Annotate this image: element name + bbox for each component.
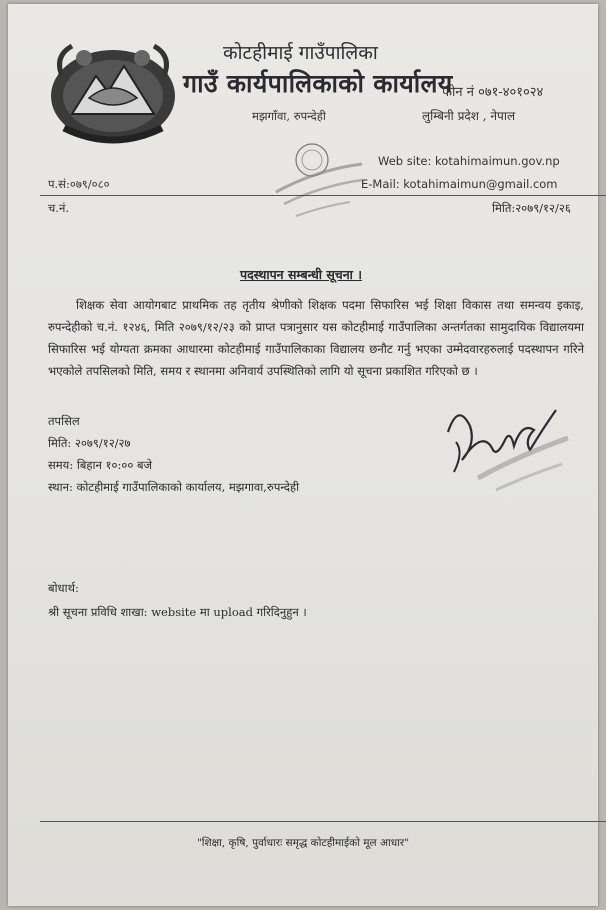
notice-subject: पदस्थापन सम्बन्धी सूचना । xyxy=(240,267,363,282)
cc-line: श्री सूचना प्रविधि शाखा: website मा upload गरिदिनुहुन । xyxy=(48,605,307,619)
schedule-time: समय: बिहान १०:०० बजे xyxy=(48,458,153,472)
office-province: लुम्बिनी प्रदेश , नेपाल xyxy=(422,109,516,123)
cc-block xyxy=(48,576,307,624)
office-address: मझगाँवा, रुपन्देही xyxy=(252,109,326,123)
office-phone: फोन नं ०७१-४०१०२४ xyxy=(442,85,544,100)
header-divider xyxy=(40,195,606,196)
office-name: कोटहीमाई गाउँपालिका xyxy=(223,42,378,64)
footer-divider xyxy=(40,821,606,822)
letter-date: मिति:२०७९/१२/२६ xyxy=(492,201,571,215)
office-email: E-Mail: kotahimaimun@gmail.com xyxy=(361,177,558,191)
reference-number: प.सं:०७९/०८० xyxy=(48,177,110,191)
dispatch-number: च.नं. xyxy=(48,201,69,215)
office-title: गाउँ कार्यपालिकाको कार्यालय xyxy=(183,69,453,98)
office-website: Web site: kotahimaimun.gov.np xyxy=(378,154,560,168)
nepal-emblem-icon xyxy=(44,36,182,148)
schedule-venue: स्थान: कोटहीमाई गाउँपालिकाको कार्यालय, मझगावा,रुपन्देही xyxy=(48,480,300,494)
office-seal-stamp-icon xyxy=(270,132,370,222)
footer-motto: "शिक्षा, कृषि, पुर्वाधारः समृद्ध कोटहीमाईको मूल आधार" xyxy=(196,837,410,849)
notice-body: शिक्षक सेवा आयोगबाट प्राथमिक तह तृतीय श्रेणीको शिक्षक पदमा सिफारिस भई शिक्षा विकास तथा समन्वय इकाइ, रुपन्देहीको च.नं. १२४६, मिति २०७९/१२/२३ को प्राप्त पत्रानुसार यस कोटहीमाई गाउँपालिका अन्तर्गतका सामुदायिक विद्यालयमा सिफारिस भई योग्यता क्रमका आधारमा कोटहीमाई गाउँपालिकाका विद्यालय छनौट गर्नु भएका उम्मेदवारहरुलाई पदस्थापन गरिने भएकोले तपसिलको मिति, समय र स्थानमा अनिवार्य उपस्थितिको लागि यो सूचना प्रकाशित गरिएको छ । xyxy=(48,298,584,378)
letter-page xyxy=(8,4,598,906)
schedule-heading: तपसिल xyxy=(48,414,80,428)
schedule-block xyxy=(48,410,299,498)
schedule-date: मिति: २०७९/१२/२७ xyxy=(48,436,131,450)
cc-heading: बोधार्थ: xyxy=(48,581,79,595)
signature-icon xyxy=(438,392,578,502)
